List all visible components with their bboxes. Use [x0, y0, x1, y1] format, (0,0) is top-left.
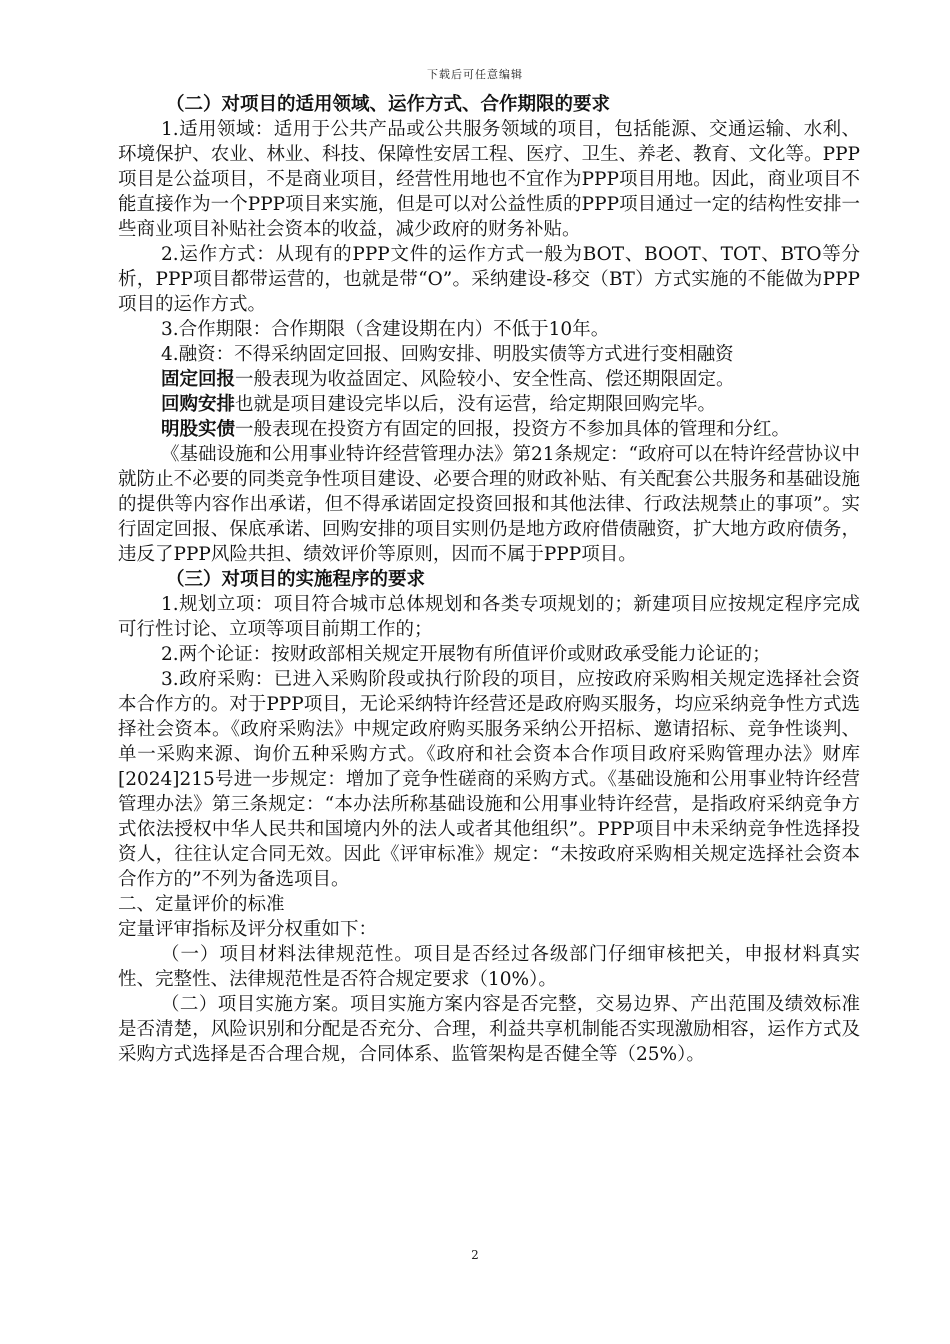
page-number: 2: [471, 1248, 479, 1262]
paragraph-material-compliance: （一）项目材料法律规范性。项目是否经过各级部门仔细审核把关，申报材料真实性、完整性、法律规范性是否符合规定要求（10%）。: [118, 944, 860, 990]
paragraph-procurement: 3.政府采购：已进入采购阶段或执行阶段的项目，应按政府采购相关规定选择社会资本合作方的。对于PPP项目，无论采纳特许经营还是政府购买服务，均应采纳竞争性方式选择社会资本。《政府采购法》中规定政府购买服务采纳公开招标、邀请招标、竞争性谈判、单一采购来源、询价五种采购方式。《政府和社会资本合作项目政府采购管理办法》财库[2024]215号进一步规定：增加了竞争性磋商的采购方式。《基础设施和公用事业特许经营管理办法》第三条规定：“本办法所称基础设施和公用事业特许经营，是指政府采纳竞争方式依法授权中华人民共和国境内外的法人或者其他组织”。PPP项目中未采纳竞争性选择投资人，往往认定合同无效。因此《评审标准》规定：“未按政府采购相关规定选择社会资本合作方的”不列为备选项目。: [118, 669, 860, 890]
document-body: [118, 92, 860, 1067]
term-fixed-return: 固定回报: [161, 369, 236, 390]
term-disguised-debt: 明股实债: [161, 419, 236, 440]
paragraph-two-demonstrations: 2.两个论证：按财政部相关规定开展物有所值评价或财政承受能力论证的；: [161, 644, 771, 665]
page-header: 下载后可任意编辑: [427, 68, 523, 81]
paragraph-fixed-return: 固定回报一般表现为收益固定、风险较小、安全性高、偿还期限固定。: [161, 369, 735, 390]
paragraph-regulation-21: 《基础设施和公用事业特许经营管理办法》第21条规定：“政府可以在特许经营协议中就防止不必要的同类竞争性项目建设、必要合理的财政补贴、有关配套公共服务和基础设施的提供等内容作出承诺，但不得承诺固定投资回报和其他法律、行政法规禁止的事项”。实行固定回报、保底承诺、回购安排的项目实则仍是地方政府借债融资，扩大地方政府债务，违反了PPP风险共担、绩效评价等原则，因而不属于PPP项目。: [118, 444, 861, 565]
paragraph-buyback: 回购安排也就是项目建设完毕以后，没有运营，给定期限回购完毕。: [161, 394, 717, 415]
section-heading-3: （三）对项目的实施程序的要求: [166, 569, 426, 590]
paragraph-weights-intro: 定量评审指标及评分权重如下：: [118, 919, 378, 940]
paragraph-applicable-fields: 1.适用领域：适用于公共产品或公共服务领域的项目，包括能源、交通运输、水利、环境保护、农业、林业、科技、保障性安居工程、医疗、卫生、养老、教育、文化等。PPP项目是公益项目，不是商业项目，经营性用地也不宜作为PPP项目用地。因此，商业项目不能直接作为一个PPP项目来实施，但是可以对公益性质的PPP项目通过一定的结构性安排一些商业项目补贴社会资本的收益，减少政府的财务补贴。: [118, 119, 860, 240]
paragraph-cooperation-period: 3.合作期限：合作期限（含建设期在内）不低于10年。: [161, 319, 610, 340]
paragraph-disguised-debt: 明股实债一般表现在投资方有固定的回报，投资方不参加具体的管理和分红。: [161, 419, 791, 440]
section-heading-quantitative: 二、定量评价的标准: [118, 894, 285, 915]
paragraph-financing: 4.融资：不得采纳固定回报、回购安排、明股实债等方式进行变相融资: [161, 344, 734, 365]
paragraph-implementation-plan: （二）项目实施方案。项目实施方案内容是否完整，交易边界、产出范围及绩效标准是否清楚，风险识别和分配是否充分、合理，利益共享机制能否实现激励相容，运作方式及采购方式选择是否合理合规，合同体系、监管架构是否健全等（25%）。: [118, 994, 860, 1065]
term-buyback: 回购安排: [161, 394, 236, 415]
section-heading-2: （二）对项目的适用领域、运作方式、合作期限的要求: [166, 94, 611, 115]
paragraph-operation-mode: 2.运作方式：从现有的PPP文件的运作方式一般为BOT、BOOT、TOT、BTO等分析，PPP项目都带运营的，也就是带“O”。采纳建设-移交（BT）方式实施的不能做为PPP项目的运作方式。: [118, 244, 860, 315]
paragraph-planning: 1.规划立项：项目符合城市总体规划和各类专项规划的；新建项目应按规定程序完成可行性讨论、立项等项目前期工作的；: [118, 594, 860, 640]
